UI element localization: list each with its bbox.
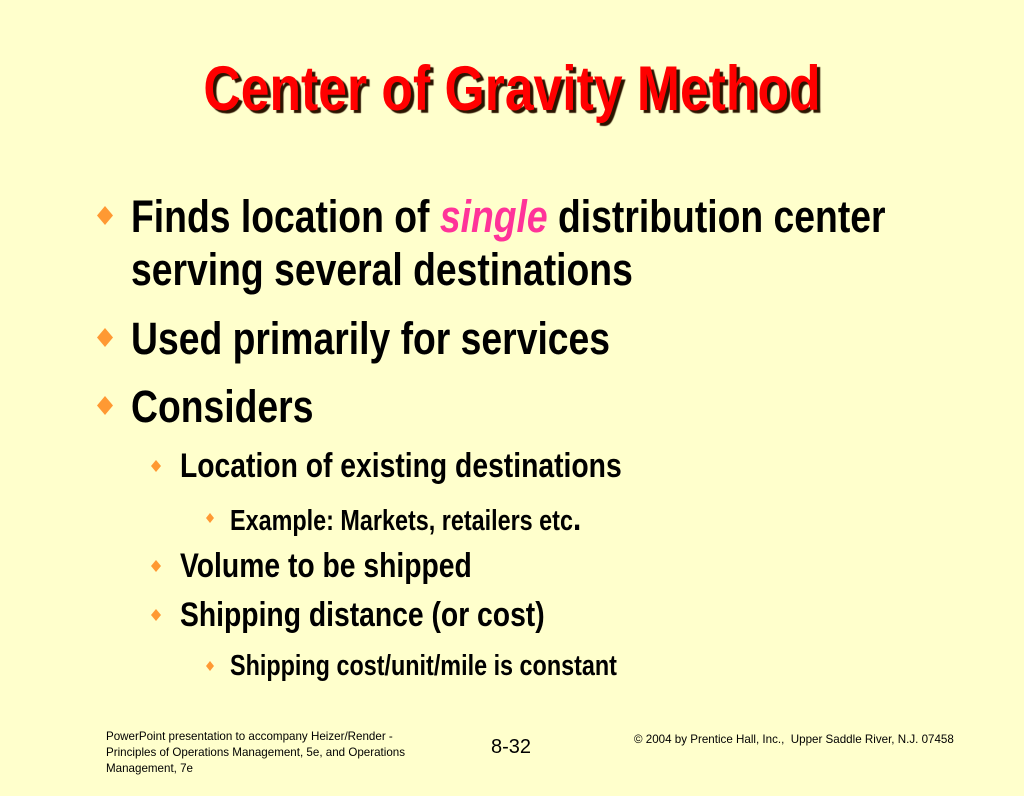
footer-credit: PowerPoint presentation to accompany Heizer/Render - Principles of Operations Management, 5e, and Operations Management, 7e [106, 730, 406, 775]
diamond-bullet-icon [97, 206, 113, 225]
emphasis-text: single [439, 191, 548, 242]
sub-sub-bullet-text [230, 497, 582, 538]
copyright-notice: © 2004 by Prentice Hall, Inc., Upper Saddle River, N.J. 07458 [634, 733, 954, 746]
diamond-bullet-icon [151, 609, 161, 621]
diamond-bullet-icon [151, 460, 161, 472]
page-number: 8-32 [490, 736, 532, 758]
bullet-text-segment: Finds location of [131, 191, 440, 242]
slide-title: Center of Gravity Method [203, 54, 821, 124]
diamond-bullet-icon [97, 328, 113, 347]
bullet-text-segment: distribution center serving several destinations [131, 191, 886, 295]
diamond-bullet-icon [97, 396, 113, 415]
trailing-period: . [572, 497, 582, 538]
sub-sub-bullet-text-segment: Example: Markets, retailers etc [230, 505, 573, 537]
sub-bullet-text: Location of existing destinations [180, 447, 622, 485]
sub-bullet-text: Volume to be shipped [180, 547, 472, 585]
sub-bullet-text: Shipping distance (or cost) [180, 596, 545, 634]
diamond-bullet-icon [206, 513, 214, 523]
diamond-bullet-icon [206, 661, 214, 671]
bullet-text [131, 190, 943, 296]
sub-sub-bullet-text: Shipping cost/unit/mile is constant [230, 650, 617, 682]
bullet-text: Used primarily for services [131, 313, 611, 364]
diamond-bullet-icon [151, 560, 161, 572]
bullet-text: Considers [131, 381, 314, 432]
